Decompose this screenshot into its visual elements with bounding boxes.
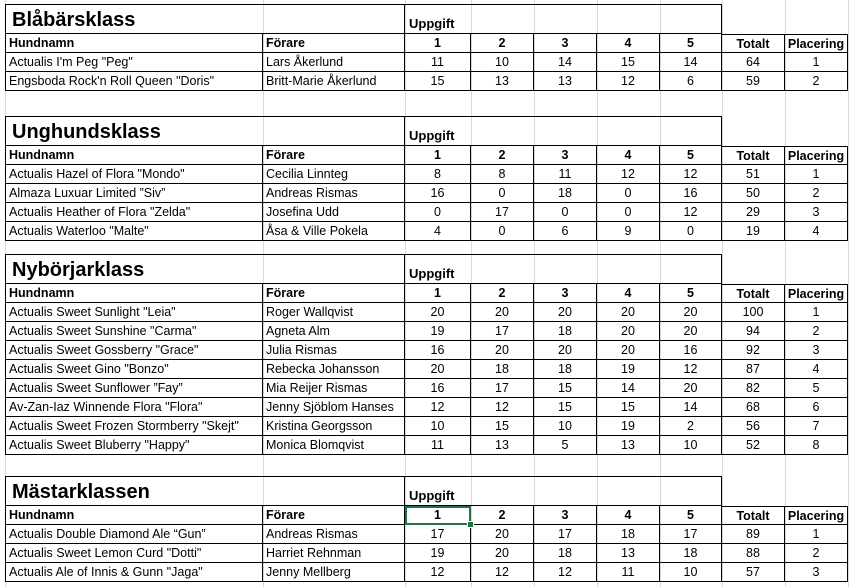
handler-cell[interactable]: Roger Wallqvist [263, 303, 405, 322]
task-score-cell[interactable]: 12 [597, 165, 660, 184]
task-score-cell[interactable]: 8 [471, 165, 534, 184]
task-score-cell[interactable]: 14 [597, 379, 660, 398]
section-title-row [0, 116, 851, 146]
task-score-cell[interactable]: 20 [405, 303, 471, 322]
column-header[interactable]: 1 [405, 284, 471, 303]
placement-cell[interactable]: 6 [785, 398, 848, 417]
column-header[interactable]: 5 [660, 284, 722, 303]
task-score-cell[interactable]: 20 [534, 341, 597, 360]
handler-cell[interactable]: Rebecka Johansson [263, 360, 405, 379]
task-score-cell[interactable]: 16 [405, 341, 471, 360]
column-header[interactable]: Hundnamn [5, 34, 263, 53]
column-header[interactable]: 1 [405, 34, 471, 53]
column-header[interactable]: 5 [660, 146, 722, 165]
task-score-cell[interactable]: 16 [660, 184, 722, 203]
section-title-row [0, 4, 851, 34]
task-score-cell[interactable]: 4 [405, 222, 471, 241]
column-header[interactable]: 1 [405, 146, 471, 165]
dog-name-cell[interactable]: Actualis Sweet Frozen Stormberry "Skejt" [5, 417, 263, 436]
task-score-cell[interactable]: 12 [471, 563, 534, 582]
task-score-cell[interactable]: 17 [534, 525, 597, 544]
task-score-cell[interactable]: 20 [597, 322, 660, 341]
placement-cell[interactable]: 3 [785, 203, 848, 222]
handler-cell[interactable]: Britt-Marie Åkerlund [263, 72, 405, 91]
table-row [0, 53, 851, 72]
handler-cell[interactable]: Åsa & Ville Pokela [263, 222, 405, 241]
placement-cell[interactable]: 3 [785, 563, 848, 582]
task-score-cell[interactable]: 13 [597, 544, 660, 563]
dog-name-cell[interactable]: Actualis Sweet Sunlight "Leia" [5, 303, 263, 322]
section-title-row [0, 476, 851, 506]
task-score-cell[interactable]: 20 [597, 341, 660, 360]
column-header[interactable]: 5 [660, 34, 722, 53]
total-cell[interactable]: 87 [722, 360, 785, 379]
task-score-cell[interactable]: 13 [471, 72, 534, 91]
task-score-cell[interactable]: 11 [405, 436, 471, 455]
header-row [0, 34, 851, 53]
total-cell[interactable]: 100 [722, 303, 785, 322]
task-score-cell[interactable]: 20 [405, 360, 471, 379]
dog-name-cell[interactable]: Actualis Sweet Lemon Curd "Dotti" [5, 544, 263, 563]
table-row [0, 184, 851, 203]
table-row [0, 379, 851, 398]
placement-cell[interactable]: 1 [785, 165, 848, 184]
task-score-cell[interactable]: 0 [597, 184, 660, 203]
section-title[interactable]: Unghundsklass [5, 116, 405, 146]
task-score-cell[interactable]: 15 [534, 379, 597, 398]
dog-name-cell[interactable]: Actualis Sweet Gino "Bonzo" [5, 360, 263, 379]
dog-name-cell[interactable]: Actualis Ale of Innis & Gunn "Jaga" [5, 563, 263, 582]
dog-name-cell[interactable]: Actualis Heather of Flora "Zelda" [5, 203, 263, 222]
total-cell[interactable]: 92 [722, 341, 785, 360]
placement-cell[interactable]: 8 [785, 436, 848, 455]
dog-name-cell[interactable]: Actualis Double Diamond Ale “Gun” [5, 525, 263, 544]
section-title-row [0, 254, 851, 284]
table-row [0, 222, 851, 241]
dog-name-cell[interactable]: Actualis Sweet Sunshine "Carma" [5, 322, 263, 341]
column-header[interactable]: 2 [471, 34, 534, 53]
total-cell[interactable]: 88 [722, 544, 785, 563]
task-score-cell[interactable]: 0 [471, 222, 534, 241]
column-header[interactable]: Totalt [722, 506, 785, 525]
column-header[interactable]: Hundnamn [5, 284, 263, 303]
task-score-cell[interactable]: 20 [597, 303, 660, 322]
uppgift-label[interactable]: Uppgift [405, 476, 722, 506]
task-score-cell[interactable]: 18 [471, 360, 534, 379]
task-score-cell[interactable]: 10 [660, 436, 722, 455]
task-score-cell[interactable]: 17 [471, 379, 534, 398]
column-header[interactable]: 2 [471, 284, 534, 303]
handler-cell[interactable]: Monica Blomqvist [263, 436, 405, 455]
column-header[interactable]: Förare [263, 284, 405, 303]
task-score-cell[interactable]: 13 [597, 436, 660, 455]
dog-name-cell[interactable]: Actualis Sweet Bluberry "Happy" [5, 436, 263, 455]
task-score-cell[interactable]: 15 [471, 417, 534, 436]
dog-name-cell[interactable]: Actualis I'm Peg "Peg" [5, 53, 263, 72]
task-score-cell[interactable]: 15 [534, 398, 597, 417]
column-header[interactable]: 4 [597, 506, 660, 525]
total-cell[interactable]: 51 [722, 165, 785, 184]
column-header[interactable]: Placering [785, 146, 848, 165]
task-score-cell[interactable]: 19 [597, 417, 660, 436]
task-score-cell[interactable]: 11 [597, 563, 660, 582]
task-score-cell[interactable]: 0 [534, 203, 597, 222]
task-score-cell[interactable]: 15 [405, 72, 471, 91]
total-cell[interactable]: 82 [722, 379, 785, 398]
section-title[interactable]: Nybörjarklass [5, 254, 405, 284]
table-row [0, 563, 851, 582]
column-header[interactable]: Hundnamn [5, 506, 263, 525]
selected-cell[interactable]: 1 [405, 506, 471, 525]
task-score-cell[interactable]: 18 [534, 544, 597, 563]
column-header[interactable]: Placering [785, 284, 848, 303]
handler-cell[interactable]: Julia Rismas [263, 341, 405, 360]
task-score-cell[interactable]: 16 [405, 184, 471, 203]
task-score-cell[interactable]: 14 [660, 398, 722, 417]
placement-cell[interactable]: 2 [785, 184, 848, 203]
placement-cell[interactable]: 2 [785, 72, 848, 91]
column-header[interactable]: 3 [534, 34, 597, 53]
total-cell[interactable]: 19 [722, 222, 785, 241]
handler-cell[interactable]: Harriet Rehnman [263, 544, 405, 563]
task-score-cell[interactable]: 13 [471, 436, 534, 455]
header-row [0, 506, 851, 525]
column-header[interactable]: Totalt [722, 284, 785, 303]
task-score-cell[interactable]: 18 [534, 184, 597, 203]
task-score-cell[interactable]: 15 [597, 53, 660, 72]
column-header[interactable]: 2 [471, 506, 534, 525]
task-score-cell[interactable]: 6 [660, 72, 722, 91]
placement-cell[interactable]: 7 [785, 417, 848, 436]
column-header[interactable]: Förare [263, 146, 405, 165]
total-cell[interactable]: 50 [722, 184, 785, 203]
column-header[interactable]: Förare [263, 506, 405, 525]
task-score-cell[interactable]: 20 [471, 525, 534, 544]
section-title[interactable]: Mästarklassen [5, 476, 405, 506]
task-score-cell[interactable]: 0 [405, 203, 471, 222]
column-header[interactable]: Placering [785, 506, 848, 525]
task-score-cell[interactable]: 0 [471, 184, 534, 203]
placement-cell[interactable]: 4 [785, 360, 848, 379]
dog-name-cell[interactable]: Av-Zan-Iaz Winnende Flora "Flora" [5, 398, 263, 417]
total-cell[interactable]: 64 [722, 53, 785, 72]
total-cell[interactable]: 56 [722, 417, 785, 436]
dog-name-cell[interactable]: Engsboda Rock'n Roll Queen "Doris" [5, 72, 263, 91]
placement-cell[interactable]: 5 [785, 379, 848, 398]
task-score-cell[interactable]: 20 [471, 303, 534, 322]
column-header[interactable]: 4 [597, 284, 660, 303]
task-score-cell[interactable]: 18 [534, 322, 597, 341]
column-header[interactable]: 3 [534, 284, 597, 303]
handler-cell[interactable]: Jenny Sjöblom Hanses [263, 398, 405, 417]
table-row [0, 341, 851, 360]
handler-cell[interactable]: Andreas Rismas [263, 525, 405, 544]
handler-cell[interactable]: Agneta Alm [263, 322, 405, 341]
placement-cell[interactable]: 1 [785, 303, 848, 322]
task-score-cell[interactable]: 14 [534, 53, 597, 72]
total-cell[interactable]: 94 [722, 322, 785, 341]
task-score-cell[interactable]: 2 [660, 417, 722, 436]
task-score-cell[interactable]: 10 [660, 563, 722, 582]
task-score-cell[interactable]: 12 [471, 398, 534, 417]
task-score-cell[interactable]: 20 [534, 303, 597, 322]
handler-cell[interactable]: Cecilia Linnteg [263, 165, 405, 184]
uppgift-label[interactable]: Uppgift [405, 116, 722, 146]
placement-cell[interactable]: 3 [785, 341, 848, 360]
dog-name-cell[interactable]: Almaza Luxuar Limited ”Siv” [5, 184, 263, 203]
task-score-cell[interactable]: 11 [405, 53, 471, 72]
table-row [0, 360, 851, 379]
handler-cell[interactable]: Andreas Rismas [263, 184, 405, 203]
table-row [0, 525, 851, 544]
placement-cell[interactable]: 1 [785, 525, 848, 544]
task-score-cell[interactable]: 20 [660, 379, 722, 398]
column-header[interactable]: Förare [263, 34, 405, 53]
task-score-cell[interactable]: 10 [405, 417, 471, 436]
total-cell[interactable]: 52 [722, 436, 785, 455]
task-score-cell[interactable]: 10 [534, 417, 597, 436]
handler-cell[interactable]: Mia Reijer Rismas [263, 379, 405, 398]
table-row [0, 436, 851, 455]
dog-name-cell[interactable]: Actualis Waterloo "Malte" [5, 222, 263, 241]
task-score-cell[interactable]: 19 [405, 322, 471, 341]
table-row [0, 544, 851, 563]
uppgift-label[interactable]: Uppgift [405, 4, 722, 34]
column-header[interactable]: Totalt [722, 146, 785, 165]
table-row [0, 417, 851, 436]
task-score-cell[interactable]: 10 [471, 53, 534, 72]
task-score-cell[interactable]: 5 [534, 436, 597, 455]
column-header[interactable]: 4 [597, 34, 660, 53]
placement-cell[interactable]: 1 [785, 53, 848, 72]
placement-cell[interactable]: 2 [785, 544, 848, 563]
placement-cell[interactable]: 4 [785, 222, 848, 241]
task-score-cell[interactable]: 12 [597, 72, 660, 91]
task-score-cell[interactable]: 14 [660, 53, 722, 72]
task-score-cell[interactable]: 6 [534, 222, 597, 241]
task-score-cell[interactable]: 12 [660, 203, 722, 222]
column-header[interactable]: 5 [660, 506, 722, 525]
task-score-cell[interactable]: 15 [597, 398, 660, 417]
dog-name-cell[interactable]: Actualis Sweet Sunflower ”Fay” [5, 379, 263, 398]
task-score-cell[interactable]: 17 [660, 525, 722, 544]
header-row [0, 284, 851, 303]
header-row [0, 146, 851, 165]
task-score-cell[interactable]: 12 [534, 563, 597, 582]
column-header[interactable]: 3 [534, 146, 597, 165]
task-score-cell[interactable]: 17 [471, 203, 534, 222]
task-score-cell[interactable]: 18 [534, 360, 597, 379]
task-score-cell[interactable]: 20 [471, 341, 534, 360]
column-header[interactable]: 4 [597, 146, 660, 165]
section-title[interactable]: Blåbärsklass [5, 4, 405, 34]
task-score-cell[interactable]: 16 [405, 379, 471, 398]
task-score-cell[interactable]: 19 [597, 360, 660, 379]
dog-name-cell[interactable]: Actualis Sweet Gossberry "Grace" [5, 341, 263, 360]
task-score-cell[interactable]: 18 [660, 544, 722, 563]
total-cell[interactable]: 59 [722, 72, 785, 91]
table-row [0, 72, 851, 91]
handler-cell[interactable]: Jenny Mellberg [263, 563, 405, 582]
table-row [0, 203, 851, 222]
placement-cell[interactable]: 2 [785, 322, 848, 341]
column-header[interactable]: Placering [785, 34, 848, 53]
task-score-cell[interactable]: 13 [534, 72, 597, 91]
task-score-cell[interactable]: 8 [405, 165, 471, 184]
task-score-cell[interactable]: 9 [597, 222, 660, 241]
handler-cell[interactable]: Josefina Udd [263, 203, 405, 222]
fill-handle[interactable] [467, 521, 474, 528]
task-score-cell[interactable]: 12 [660, 165, 722, 184]
column-header[interactable]: Totalt [722, 34, 785, 53]
task-score-cell[interactable]: 20 [660, 303, 722, 322]
column-header[interactable]: 2 [471, 146, 534, 165]
task-score-cell[interactable]: 12 [660, 360, 722, 379]
task-score-cell[interactable]: 18 [597, 525, 660, 544]
table-row [0, 303, 851, 322]
handler-cell[interactable]: Kristina Georgsson [263, 417, 405, 436]
table-row [0, 322, 851, 341]
task-score-cell[interactable]: 12 [405, 563, 471, 582]
column-header[interactable]: 3 [534, 506, 597, 525]
total-cell[interactable]: 29 [722, 203, 785, 222]
task-score-cell[interactable]: 20 [471, 544, 534, 563]
uppgift-label[interactable]: Uppgift [405, 254, 722, 284]
column-header[interactable]: Hundnamn [5, 146, 263, 165]
task-score-cell[interactable]: 17 [471, 322, 534, 341]
handler-cell[interactable]: Lars Åkerlund [263, 53, 405, 72]
total-cell[interactable]: 68 [722, 398, 785, 417]
task-score-cell[interactable]: 0 [660, 222, 722, 241]
task-score-cell[interactable]: 19 [405, 544, 471, 563]
total-cell[interactable]: 89 [722, 525, 785, 544]
task-score-cell[interactable]: 17 [405, 525, 471, 544]
total-cell[interactable]: 57 [722, 563, 785, 582]
task-score-cell[interactable]: 16 [660, 341, 722, 360]
task-score-cell[interactable]: 11 [534, 165, 597, 184]
table-row [0, 165, 851, 184]
task-score-cell[interactable]: 0 [597, 203, 660, 222]
task-score-cell[interactable]: 20 [660, 322, 722, 341]
dog-name-cell[interactable]: Actualis Hazel of Flora "Mondo" [5, 165, 263, 184]
task-score-cell[interactable]: 12 [405, 398, 471, 417]
table-row [0, 398, 851, 417]
